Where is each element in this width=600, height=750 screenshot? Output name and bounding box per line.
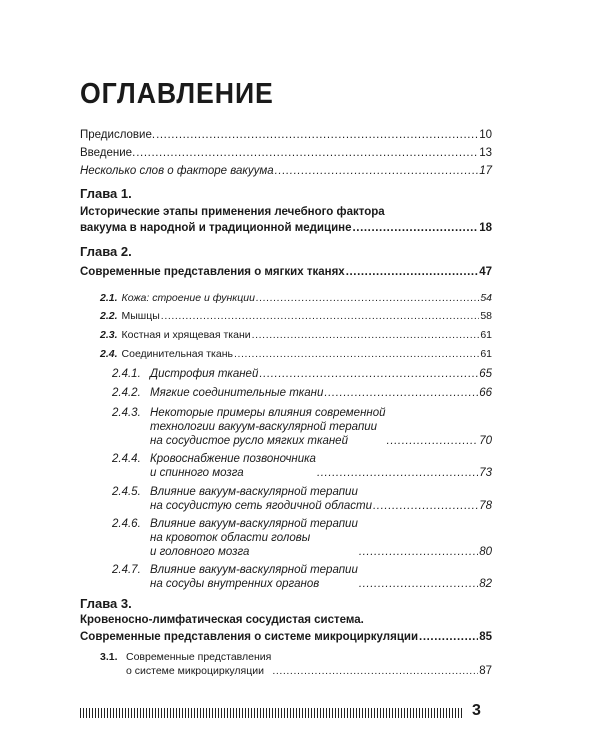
- toc-entry-2-4-2[interactable]: [112, 386, 492, 400]
- leader-dots: [234, 347, 479, 361]
- toc-entry-2-4-7[interactable]: [112, 563, 492, 591]
- toc-label: Влияние вакуум-васкулярной терапии: [150, 486, 358, 498]
- toc-page: 78: [479, 500, 492, 512]
- toc-label: на сосудистое русло мягких тканей: [150, 435, 348, 447]
- toc-entry-vacuum-factor[interactable]: [80, 164, 492, 178]
- toc-label: Современные представления о системе микроциркуляции: [80, 631, 419, 643]
- toc-label: на кровоток области головы: [150, 532, 311, 544]
- chapter-1-heading: Глава 1.: [80, 186, 132, 201]
- leader-dots: [252, 328, 480, 342]
- section-number: 2.4.1.: [112, 368, 141, 380]
- toc-label: Кожа: строение и функции: [121, 292, 255, 304]
- section-number: 2.4.6.: [112, 518, 141, 530]
- leader-dots: [352, 221, 478, 235]
- toc-page: 87: [479, 665, 492, 677]
- section-number: 2.4.5.: [112, 486, 141, 498]
- leader-dots: [317, 466, 478, 480]
- toc-label: Некоторые примеры влияния современной: [150, 407, 386, 419]
- toc-entry-2-3[interactable]: [100, 328, 492, 342]
- leader-dots: [161, 309, 480, 323]
- toc-label: вакуума в народной и традиционной медицине: [80, 222, 352, 234]
- toc-label: о системе микроциркуляции: [126, 665, 264, 677]
- section-number: 2.3.: [100, 329, 118, 341]
- chapter-2-heading: Глава 2.: [80, 244, 132, 259]
- footer-stripe: [80, 708, 464, 718]
- toc-entry-2-4[interactable]: [100, 347, 492, 361]
- toc-page: 73: [479, 467, 492, 479]
- toc-entry-2-4-1[interactable]: [112, 367, 492, 381]
- toc-label: Кровоснабжение позвоночника: [150, 453, 316, 465]
- section-number: 2.4.3.: [112, 407, 141, 419]
- toc-label: Несколько слов о факторе вакуума: [80, 165, 274, 177]
- toc-label: Введение.: [80, 147, 136, 159]
- toc-entry-chapter-3[interactable]: [80, 630, 492, 644]
- toc-page: 17: [479, 165, 492, 177]
- toc-label: и головного мозга: [150, 546, 250, 558]
- section-number: 2.4.: [100, 348, 118, 360]
- toc-page: 58: [480, 310, 492, 322]
- toc-entry-preface[interactable]: [80, 128, 492, 142]
- toc-label: Соединительная ткань: [121, 348, 233, 360]
- toc-label: технологии вакуум-васкулярной терапии: [150, 421, 378, 433]
- toc-page: 18: [479, 222, 492, 234]
- toc-page: 82: [479, 578, 492, 590]
- toc-label: Мягкие соединительные ткани: [150, 387, 324, 399]
- toc-label: Современные представления: [126, 651, 272, 663]
- toc-label: Влияние вакуум-васкулярной терапии: [150, 518, 358, 530]
- toc-entry-chapter-2[interactable]: [80, 265, 492, 279]
- toc-entry-2-2[interactable]: [100, 309, 492, 323]
- toc-page: 13: [479, 147, 492, 159]
- toc-page: 61: [480, 329, 492, 341]
- toc-label: Костная и хрящевая ткани: [121, 329, 251, 341]
- toc-label: Современные представления о мягких тканях: [80, 266, 345, 278]
- toc-page: 70: [479, 435, 492, 447]
- page-number: 3: [472, 702, 481, 719]
- toc-entry-2-4-3[interactable]: [112, 406, 492, 448]
- section-number: 3.1.: [100, 651, 118, 663]
- leader-dots: [275, 164, 479, 178]
- toc-label: Влияние вакуум-васкулярной терапии: [150, 564, 358, 576]
- toc-label: и спинного мозга: [150, 467, 244, 479]
- toc-page: 66: [479, 387, 492, 399]
- toc-entry-chapter-1[interactable]: [80, 221, 492, 235]
- toc-label: на сосудистую сеть ягодичной области: [150, 500, 373, 512]
- leader-dots: [373, 499, 478, 513]
- toc-page: 85: [479, 631, 492, 643]
- leader-dots: [359, 545, 478, 559]
- leader-dots: [359, 577, 478, 591]
- section-number: 2.2.: [100, 310, 118, 322]
- section-number: 2.4.2.: [112, 387, 141, 399]
- toc-page: 54: [480, 292, 492, 304]
- leader-dots: [387, 434, 479, 448]
- toc-label: Исторические этапы применения лечебного фактора: [80, 206, 385, 218]
- toc-label: Дистрофия тканей: [150, 368, 259, 380]
- section-number: 2.4.4.: [112, 453, 141, 465]
- toc-page: 80: [479, 546, 492, 558]
- leader-dots: [272, 664, 478, 678]
- toc-page: 47: [479, 266, 492, 278]
- chapter-3-title-line1[interactable]: [80, 613, 492, 627]
- page-title: ОГЛАВЛЕНИЕ: [80, 78, 274, 110]
- toc-entry-2-4-5[interactable]: [112, 485, 492, 513]
- leader-dots: [259, 367, 478, 381]
- toc-entry-2-1[interactable]: [100, 291, 492, 305]
- leader-dots: [136, 146, 478, 160]
- toc-page: 65: [479, 368, 492, 380]
- toc-entry-2-4-6[interactable]: [112, 517, 492, 559]
- toc-label: Предисловие.: [80, 129, 156, 141]
- chapter-1-title-line1[interactable]: [80, 205, 492, 219]
- toc-page: 61: [480, 348, 492, 360]
- toc-entry-3-1[interactable]: [100, 650, 492, 678]
- leader-dots: [256, 291, 479, 305]
- leader-dots: [324, 386, 478, 400]
- toc-label: Кровеносно-лимфатическая сосудистая система.: [80, 614, 364, 626]
- leader-dots: [419, 630, 478, 644]
- leader-dots: [346, 265, 479, 279]
- toc-entry-2-4-4[interactable]: [112, 452, 492, 480]
- toc-label: на сосуды внутренних органов: [150, 578, 320, 590]
- toc-label: Мышцы: [121, 310, 160, 322]
- leader-dots: [156, 128, 478, 142]
- chapter-3-heading: Глава 3.: [80, 596, 132, 611]
- section-number: 2.4.7.: [112, 564, 141, 576]
- toc-page: 10: [479, 129, 492, 141]
- section-number: 2.1.: [100, 292, 118, 304]
- toc-entry-introduction[interactable]: [80, 146, 492, 160]
